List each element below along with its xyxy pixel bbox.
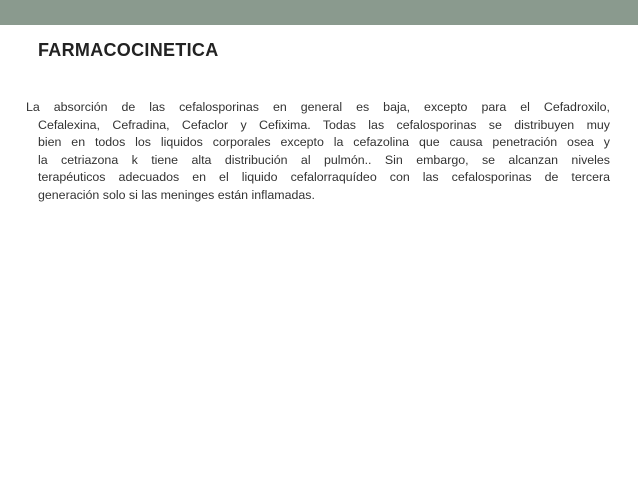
body-line: La absorción de las cefalosporinas en general es baja, excepto para el Cefadroxilo, [26, 100, 610, 114]
body-line: la cetriazona k tiene alta distribución al pulmón.. Sin embargo, se alcanzan niveles [38, 152, 610, 167]
body-line: Cefalexina, Cefradina, Cefaclor y Cefixima. Todas las cefalosporinas se distribuyen muy [38, 117, 610, 132]
body-line: terapéuticos adecuados en el liquido cefalorraquídeo con las cefalosporinas de tercera [38, 170, 610, 185]
slide-header-bar [0, 0, 638, 25]
slide-body-text [26, 99, 610, 205]
body-line: generación solo si las meninges están inflamadas. [38, 187, 315, 202]
slide-title: FARMACOCINETICA [38, 40, 219, 60]
body-line: bien en todos los liquidos corporales excepto la cefazolina que causa penetración osea y [38, 135, 610, 150]
